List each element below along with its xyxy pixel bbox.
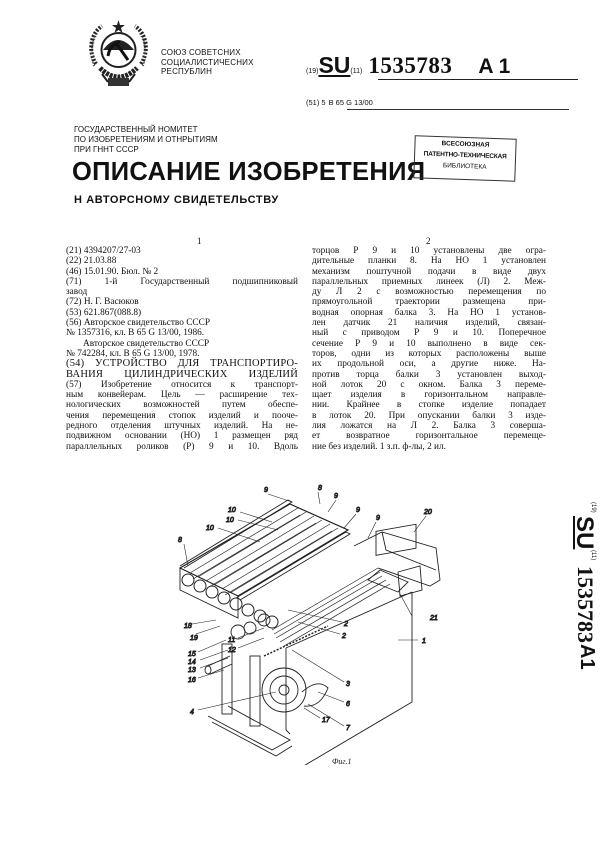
side-inid-11: (11) xyxy=(590,550,596,561)
technical-drawing xyxy=(168,480,468,765)
abstract-line: против торца балки 3 установлен выход- xyxy=(312,369,546,380)
side-country-code: SU xyxy=(571,516,598,550)
abstract-line: сечение Р 9 и 10 выполнено в виде сек- xyxy=(312,338,546,349)
abstract-line: торцов Р 9 и 10 установлены две огра- xyxy=(312,246,546,256)
biblio-line: № 1357316, кл. B 65 G 13/00, 1986. xyxy=(66,328,205,339)
biblio-line: (72) Н. Г. Васюков xyxy=(66,297,139,308)
committee-line: ПО ИЗОБРЕТЕНИЯМ И ОТНРЫТИЯМ xyxy=(74,135,218,144)
part-label: 7 xyxy=(346,725,350,732)
abstract-line: щает изделия в горизонтальном направле- xyxy=(312,390,546,401)
part-label: 10 xyxy=(206,525,214,532)
part-label: 9 xyxy=(334,493,338,500)
bibliographic-column xyxy=(66,246,298,452)
ussr-emblem-icon xyxy=(86,16,151,94)
abstract-line: лен датчик 21 наличия изделий, связан- xyxy=(312,318,546,329)
part-label: 8 xyxy=(178,537,182,544)
biblio-line: (71) 1-й Государственный подшипниковый xyxy=(66,276,298,287)
side-inid-19: (19) xyxy=(590,502,596,513)
abstract-line: параллельных роликов (Р) 9 и 10. Вдоль xyxy=(66,441,298,452)
biblio-line: № 742284, кл. B 65 G 13/00, 1978. xyxy=(66,348,200,359)
biblio-line: (53) 621.867(088.8) xyxy=(66,307,142,318)
kind-code: A 1 xyxy=(478,55,511,78)
country-code: SU xyxy=(318,52,351,78)
document-title: ОПИСАНИЕ ИЗОБРЕТЕНИЯ xyxy=(72,158,426,186)
part-label: 10 xyxy=(226,517,234,524)
part-label: 13 xyxy=(188,667,196,674)
column-number-2: 2 xyxy=(426,236,431,246)
abstract-line: в лоток 20. При опускании балки 3 изде- xyxy=(312,410,546,421)
inid-11: (11) xyxy=(350,68,363,75)
abstract-line: параллельных приемных линеек (Л) 2. Меж- xyxy=(312,276,546,287)
part-label: 16 xyxy=(188,677,196,684)
side-patent-number: 1535783 xyxy=(573,566,598,643)
committee-name xyxy=(74,125,218,155)
stamp-line: ПАТЕНТНО-ТЕХНИЧЕСКАЯ xyxy=(423,150,507,161)
abstract-line: торов, одни из которых расположены выше xyxy=(312,348,546,359)
abstract-line: прямоугольной траектории размещена при- xyxy=(312,297,546,308)
part-label: 1 xyxy=(422,638,426,645)
abstract-line: нии. Крайнее в стопке изделие попадает xyxy=(312,400,546,411)
part-label: 15 xyxy=(188,651,196,658)
biblio-line: (56) Авторское свидетельство СССР xyxy=(66,318,210,329)
part-label: 9 xyxy=(376,515,380,522)
union-line: СОЦИАЛИСТИЧЕСНИХ xyxy=(161,57,254,67)
abstract-line: ный с приводом Р 9 и 10. Поперечное xyxy=(312,328,546,339)
union-line: РЕСПУБЛИН xyxy=(161,67,213,76)
biblio-line: (46) 15.01.90. Бюл. № 2 xyxy=(66,266,159,277)
part-label: 2 xyxy=(342,633,346,640)
part-label: 12 xyxy=(228,647,236,654)
part-label: 3 xyxy=(346,681,350,688)
abstract-line: дительные планки 8. На НО 1 установлен xyxy=(312,256,546,267)
conveyor-drawing xyxy=(168,480,468,765)
biblio-line: завод xyxy=(66,287,88,298)
ipc-classification xyxy=(306,98,373,107)
part-label: 21 xyxy=(430,615,438,622)
part-label: 20 xyxy=(424,509,432,516)
number-underline xyxy=(378,79,578,80)
side-patent-mark xyxy=(560,502,600,670)
ipc-underline xyxy=(347,109,569,110)
part-label: 19 xyxy=(190,635,198,642)
part-label: 9 xyxy=(264,487,268,494)
biblio-line: (22) 21.03.88 xyxy=(66,256,117,267)
abstract-line: подвижном основании (НО) 1 размещен ряд xyxy=(66,431,298,442)
part-label: 11 xyxy=(228,637,236,644)
figure-caption: Фиг.1 xyxy=(332,757,352,766)
side-kind-code: A1 xyxy=(576,644,598,670)
abstract-line: ние без изделий. 1 з.п. ф-лы, 2 ил. xyxy=(312,441,446,452)
patent-number: 1535783 xyxy=(368,53,453,78)
committee-line: ГОСУДАРСТВЕННЫЙ НОМИТЕТ xyxy=(74,125,198,134)
part-label: 8 xyxy=(318,485,322,492)
stamp-line: БИБЛИОТЕКА xyxy=(442,162,487,171)
library-stamp xyxy=(413,135,516,182)
biblio-line: Авторское свидетельство СССР xyxy=(83,338,210,349)
abstract-line: редного отделения штучных изделий. На не- xyxy=(66,421,298,432)
part-label: 2 xyxy=(344,621,348,628)
part-label: 18 xyxy=(184,623,192,630)
abstract-line: водная опорная балка 3. На НО 1 установ- xyxy=(312,307,546,318)
ipc-code: B 65 G 13/00 xyxy=(328,98,373,107)
publication-number xyxy=(306,52,510,79)
invention-title: (54) УСТРОЙСТВО ДЛЯ ТРАНСПОРТИРО- xyxy=(66,358,298,370)
part-label: 10 xyxy=(228,507,236,514)
union-name xyxy=(161,48,254,77)
abstract-line: ду Л 2 с возможностью перемещения по xyxy=(312,287,546,298)
abstract-line: (57) Изобретение относится к транспорт- xyxy=(66,379,298,390)
abstract-line: их продольной оси, а другие ниже. На- xyxy=(312,359,546,370)
part-label: 9 xyxy=(356,507,360,514)
inid-51: (51) 5 xyxy=(306,98,326,107)
abstract-column xyxy=(312,246,546,452)
abstract-line: механизм поштучной подачи в виде двух xyxy=(312,266,546,277)
part-label: 4 xyxy=(190,709,194,716)
inid-19: (19) xyxy=(306,68,319,75)
abstract-line: нологических возможностей путем обеспе- xyxy=(66,400,298,411)
abstract-line: ным конвейерам. Цель — расширение тех- xyxy=(66,390,298,401)
part-label: 14 xyxy=(188,659,196,666)
abstract-line: ет возвратное горизонтальное перемеще- xyxy=(312,431,546,442)
abstract-line: ной лоток 20 с окном. Балка 3 переме- xyxy=(312,379,546,390)
biblio-line: (21) 4394207/27-03 xyxy=(66,246,141,256)
invention-title: ВАНИЯ ЦИЛИНДРИЧЕСКИХ ИЗДЕЛИЙ xyxy=(66,368,298,380)
committee-line: ПРИ ГННТ СССР xyxy=(74,145,139,154)
column-number-1: 1 xyxy=(197,236,202,246)
part-label: 17 xyxy=(322,717,330,724)
stamp-line: ВСЕСОЮЗНАЯ xyxy=(441,140,490,149)
union-line: СОЮЗ СОВЕТСНИХ xyxy=(161,48,241,57)
abstract-line: лия ложатся на Л 2. Балка 3 соверша- xyxy=(312,421,546,432)
abstract-line: чения перемещения стопок изделий и пооче- xyxy=(66,410,298,421)
part-label: 6 xyxy=(346,701,350,708)
document-subtitle: Н АВТОРСНОМУ СВИДЕТЕЛЬСТВУ xyxy=(74,194,279,206)
ussr-emblem xyxy=(86,16,151,94)
